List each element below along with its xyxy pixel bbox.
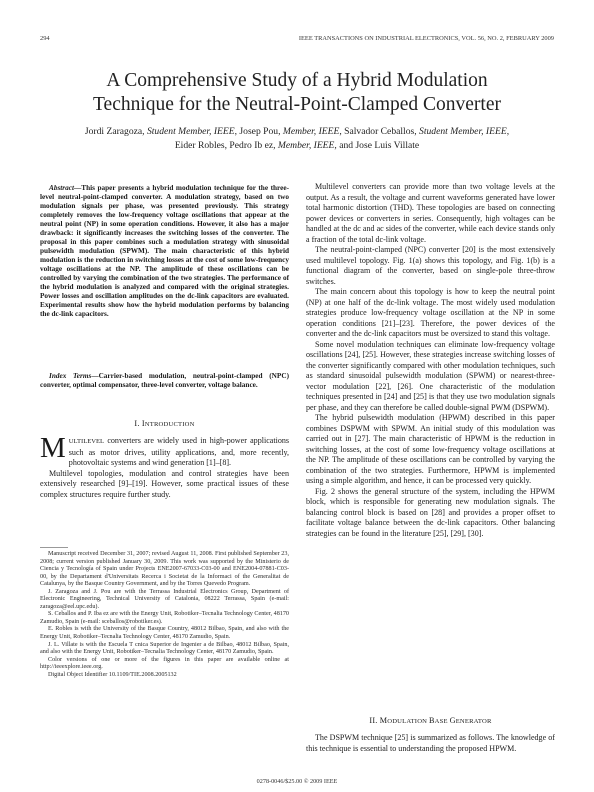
intro-paragraph-1: [40, 432, 289, 469]
body-paragraph: Some novel modulation techniques can eliminate low-frequency voltage oscillations [24], [25]. However, these strategies increase switching losses of the converter significantly compared with other modulation techniques, such as standard sinusoidal pulsewidth modulation (SPWM) or nearest-three-vector modulation [22], [26]. One characteristic of the modulation techniques presented in [24] and [25] is that they use two modulation signals per phase, and they can therefore be called double-signal PWM (DSPWM).: [306, 339, 555, 412]
section-heading-initial: G: [449, 716, 456, 725]
footnote: Color versions of one or more of the figures in this paper are available online at http://ieeexplore.ieee.org.: [40, 656, 289, 671]
section-heading-initial: I: [141, 419, 145, 428]
author-name: Eider Robles, Pedro Ib ez,: [174, 140, 278, 151]
author-membership: Member, IEEE: [277, 140, 335, 151]
author-name: , and Jose Luis Villate: [334, 140, 420, 151]
body-paragraph: The DSPWM technique [25] is summarized as follows. The knowledge of this technique is essential to understanding the proposed HPWM.: [306, 733, 555, 753]
author-name: , Salvador Ceballos,: [339, 126, 420, 137]
footnote-rule: [40, 547, 68, 548]
author-line-1: [40, 125, 554, 138]
intro-paragraph-2: Multilevel topologies, modulation and control strategies have been extensively researched [9]–[19]. However, some practical issues of these complex structures require further study.: [40, 468, 289, 499]
section-heading-modulation-base-generator: [306, 716, 555, 725]
copyright-footer: 0278-0046/$25.00 © 2009 IEEE: [256, 778, 338, 785]
footnote: J. L. Villate is with the Escuela T cnica Superior de Ingenier a de Bilbao, 48012 Bilbao, Spain, and also with the Energy Unit, Robotiker–Tecnalia Technology Center, 48170 Zamudio, Spain.: [40, 641, 289, 656]
body-paragraph: The hybrid pulsewidth modulation (HPWM) described in this paper combines DSPWM with SPWM. An initial study of this modulation was carried out in [27]. The main characteristic of HPWM is the reduction in switching losses, at the cost of some low-frequency voltage oscillations at the NP. The amplitude of these oscillations can be controlled by varying the combination of the two strategies. Furthermore, HPWM is implemented using a simple algorithm, and hence, it can be processed very quickly.: [306, 413, 555, 485]
section-heading-initial: M: [379, 716, 388, 725]
index-terms: [40, 372, 289, 390]
author-separator: ,: [506, 126, 510, 137]
footnotes: [40, 551, 289, 679]
author-membership: Member, IEEE: [282, 126, 340, 137]
section-heading-rest: ENERATOR: [455, 718, 492, 725]
section-numeral: I.: [134, 419, 142, 428]
author-membership: Student Member, IEEE: [419, 126, 507, 137]
intro-text: converters are widely used in high-power applications such as motor drives, utility applications, and, more recently, photovoltaic systems and wind generation [1]–[8].: [68, 436, 289, 467]
section-heading-rest: ODULATION: [387, 718, 429, 725]
footnote: Manuscript received December 31, 2007; revised August 11, 2008. First published September 23, 2008; current version published January 30, 2009. This work was supported by the Ministerio de Ciencia y Tecnología of Spain under Projects ENE2007-67033-C03-00 and ENE2004-07881-C03-00, by the Departament d'Universitats Recerca i Societat de la Informaci of the Generalitat de Catalunya, by the Basque Country Government, and by the Torres Quevedo Program.: [40, 551, 289, 588]
section-heading-initial: B: [428, 716, 435, 725]
body-paragraph: Fig. 2 shows the general structure of the system, including the HPWM block, which is responsible for generating new modulation signals. The balancing control block is based on [28] and provides a proper offset to facilitate voltage balance between the dc-link capacitors. Other balancing strategies can be found in the literature [25], [29], [30].: [306, 486, 555, 538]
footnote: J. Zaragoza and J. Pou are with the Terrassa Industrial Electronics Group, Department of Electronic Engineering, Technical University of Catalonia, 08222 Terrassa, Spain (e-mail: zaragoza@eel.upc.edu).: [40, 588, 289, 610]
index-terms-label: Index Terms: [49, 372, 92, 380]
abstract-text: —This paper presents a hybrid modulation technique for the three-level neutral-point-clamped converter. A modulation strategy, based on two modulation signals per phase, was presented previously. This strategy completely removes the low-frequency voltage oscillations that appear at the neutral point (NP) in some operation conditions. However, it also has a major drawback: it significantly increases the switching losses of the converter. The proposal in this paper combines such a modulation strategy with sinusoidal pulsewidth modulation (SPWM). The main characteristic of this hybrid modulation is the reduction in switching losses at the cost of some low-frequency voltage oscillations at the NP. The amplitude of these oscillations can be controlled by varying the combination of the two strategies. The performance of the hybrid modulation is analyzed and compared with the original strategies. Power losses and oscillation amplitudes on the dc-link capacitors are evaluated. Experimental results show how the hybrid modulation performs by balancing the dc-link capacitors.: [40, 184, 289, 318]
abstract: [40, 184, 289, 319]
author-membership: Student Member, IEEE: [146, 126, 235, 137]
abstract-label: Abstract: [49, 184, 74, 192]
right-column-body: [306, 182, 555, 539]
drop-cap: M: [40, 432, 66, 464]
body-paragraph: The main concern about this topology is how to keep the neutral point (NP) at one half of the dc-link voltage. The most widely used modulation strategies produce low-frequency voltage oscillation at the NP in some operation conditions [21]–[23]. Therefore, the power devices of the converter and the dc-link capacitors must be oversized to stand this voltage.: [306, 287, 555, 338]
paper-title-line-1: A Comprehensive Study of a Hybrid Modulation: [106, 70, 488, 91]
page-number: 294: [40, 35, 50, 42]
index-terms-text: —Carrier-based modulation, neutral-point-clamped (NPC) converter, optimal compensator, three-level converter, voltage balance.: [40, 372, 290, 389]
author-name: , Josep Pou,: [234, 126, 283, 137]
body-paragraph: The neutral-point-clamped (NPC) converter [20] is the most extensively used multilevel topology. Fig. 1(a) shows this topology, and Fig. 1(b) is a functional diagram of the converter, based on single-pole three-throw switches.: [306, 245, 555, 286]
paper-title-line-2: Technique for the Neutral-Point-Clamped Converter: [92, 94, 501, 115]
author-name: Jordi Zaragoza,: [84, 126, 147, 137]
introduction-body: [40, 432, 289, 500]
section-2-body: [306, 733, 555, 754]
footnote: E. Robles is with the University of the Basque Country, 48012 Bilbao, Spain, and also with the Energy Unit, Robotiker–Tecnalia Technology Center, 48170 Zamudio, Spain.: [40, 626, 289, 641]
body-paragraph: Multilevel converters can provide more than two voltage levels at the output. As a result, the voltage and current waveforms generated have lower total harmonic distortion (THD). These topologies are based on connecting power devices or converters in series. Consequently, high voltages can be handled at the dc and ac sides of the converter, while each device stands only a fraction of the total dc-link voltage.: [306, 182, 555, 244]
section-heading-introduction: [40, 419, 289, 428]
journal-header: IEEE TRANSACTIONS ON INDUSTRIAL ELECTRONICS, VOL. 56, NO. 2, FEBRUARY 2009: [298, 35, 554, 42]
section-heading-rest: ASE: [434, 718, 450, 725]
section-numeral: II.: [369, 716, 380, 725]
intro-smallcaps: ULTILEVEL: [68, 438, 105, 445]
footnote-doi: Digital Object Identifier 10.1109/TIE.2008.2005132: [48, 671, 177, 678]
footnote: S. Ceballos and P. Iba ez are with the Energy Unit, Robotiker–Tecnalia Technology Center, 48170 Zamudio, Spain (e-mail: sceballos@robotiker.es).: [40, 611, 289, 625]
section-heading-rest: NTRODUCTION: [144, 421, 195, 428]
author-line-2: [40, 139, 554, 152]
